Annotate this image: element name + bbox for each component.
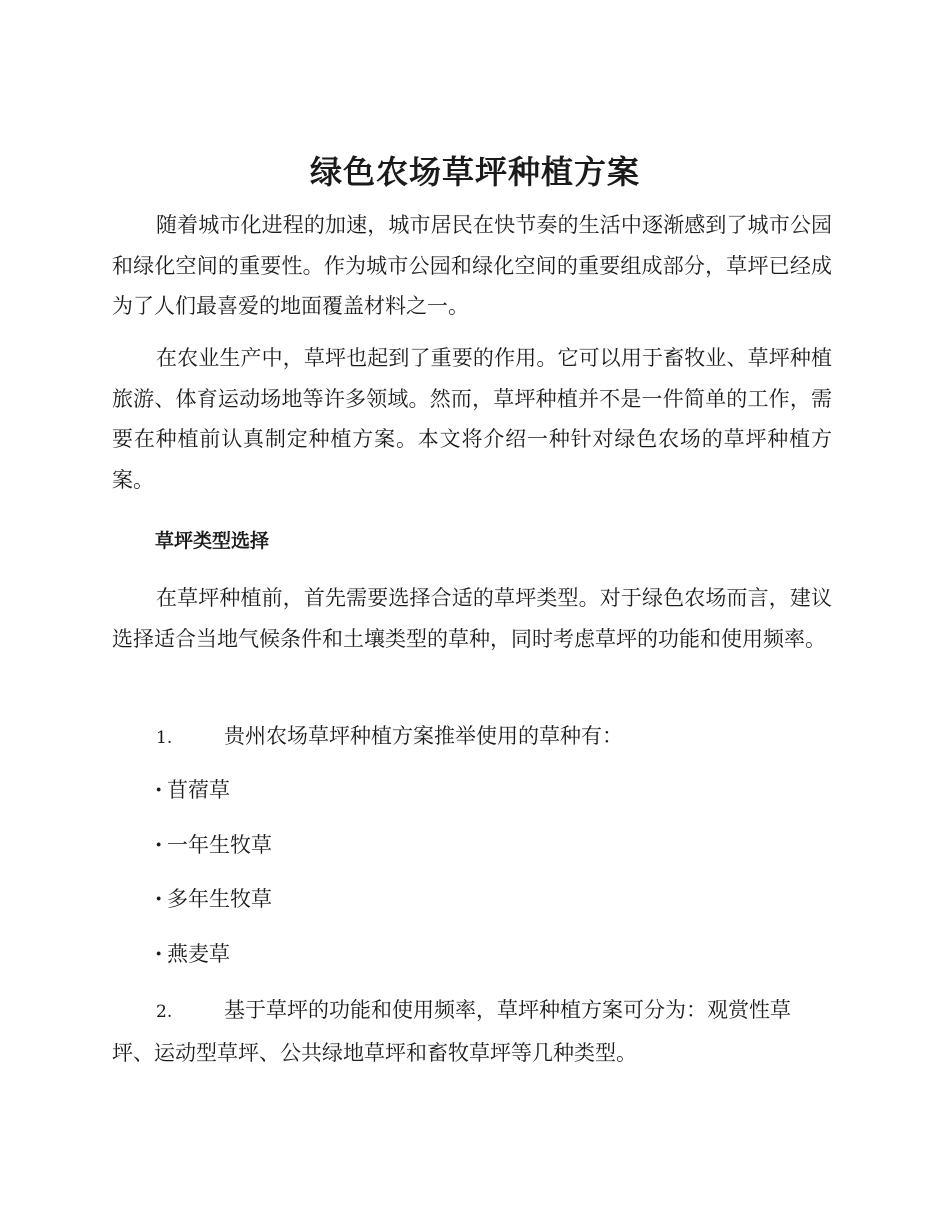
numbered-item-2 [112,990,832,1073]
bullet-item [155,775,230,805]
bullet-dot: · [155,941,163,966]
section-heading: 草坪类型选择 [155,530,270,552]
intro-paragraph-2: 在农业生产中，草坪也起到了重要的作用。它可以用于畜牧业、草坪种植旅游、体育运动场地等许多领域。然而，草坪种植并不是一件简单的工作，需要在种植前认真制定种植方案。本文将介绍一种针对绿色农场的草坪种植方案。 [112,346,832,492]
bullet-text: 多年生牧草 [167,887,272,911]
bullet-dot: · [155,832,163,857]
document-title: 绿色农场草坪种植方案 [309,153,640,191]
bullet-dot: · [155,886,163,911]
item-number: 2. [156,1002,173,1022]
numbered-item-1 [112,716,832,759]
bullet-item [155,884,272,914]
item-text: 贵州农场草坪种植方案推举使用的草种有： [224,724,623,748]
bullet-text: 一年生牧草 [167,833,272,857]
bullet-text: 燕麦草 [167,942,230,966]
item-text: 基于草坪的功能和使用频率，草坪种植方案可分为：观赏性草坪、运动型草坪、公共绿地草坪和畜牧草坪等几种类型。 [112,998,791,1065]
bullet-text: 苜蓿草 [167,778,230,802]
section-paragraph: 在草坪种植前，首先需要选择合适的草坪类型。对于绿色农场而言，建议选择适合当地气候条件和土壤类型的草种，同时考虑草坪的功能和使用频率。 [112,586,832,651]
bullet-dot: · [155,777,163,802]
item-number: 1. [156,728,173,748]
bullet-item [155,939,230,969]
intro-paragraph-1: 随着城市化进程的加速，城市居民在快节奏的生活中逐渐感到了城市公园和绿化空间的重要性。作为城市公园和绿化空间的重要组成部分，草坪已经成为了人们最喜爱的地面覆盖材料之一。 [112,213,832,318]
bullet-item [155,830,272,860]
